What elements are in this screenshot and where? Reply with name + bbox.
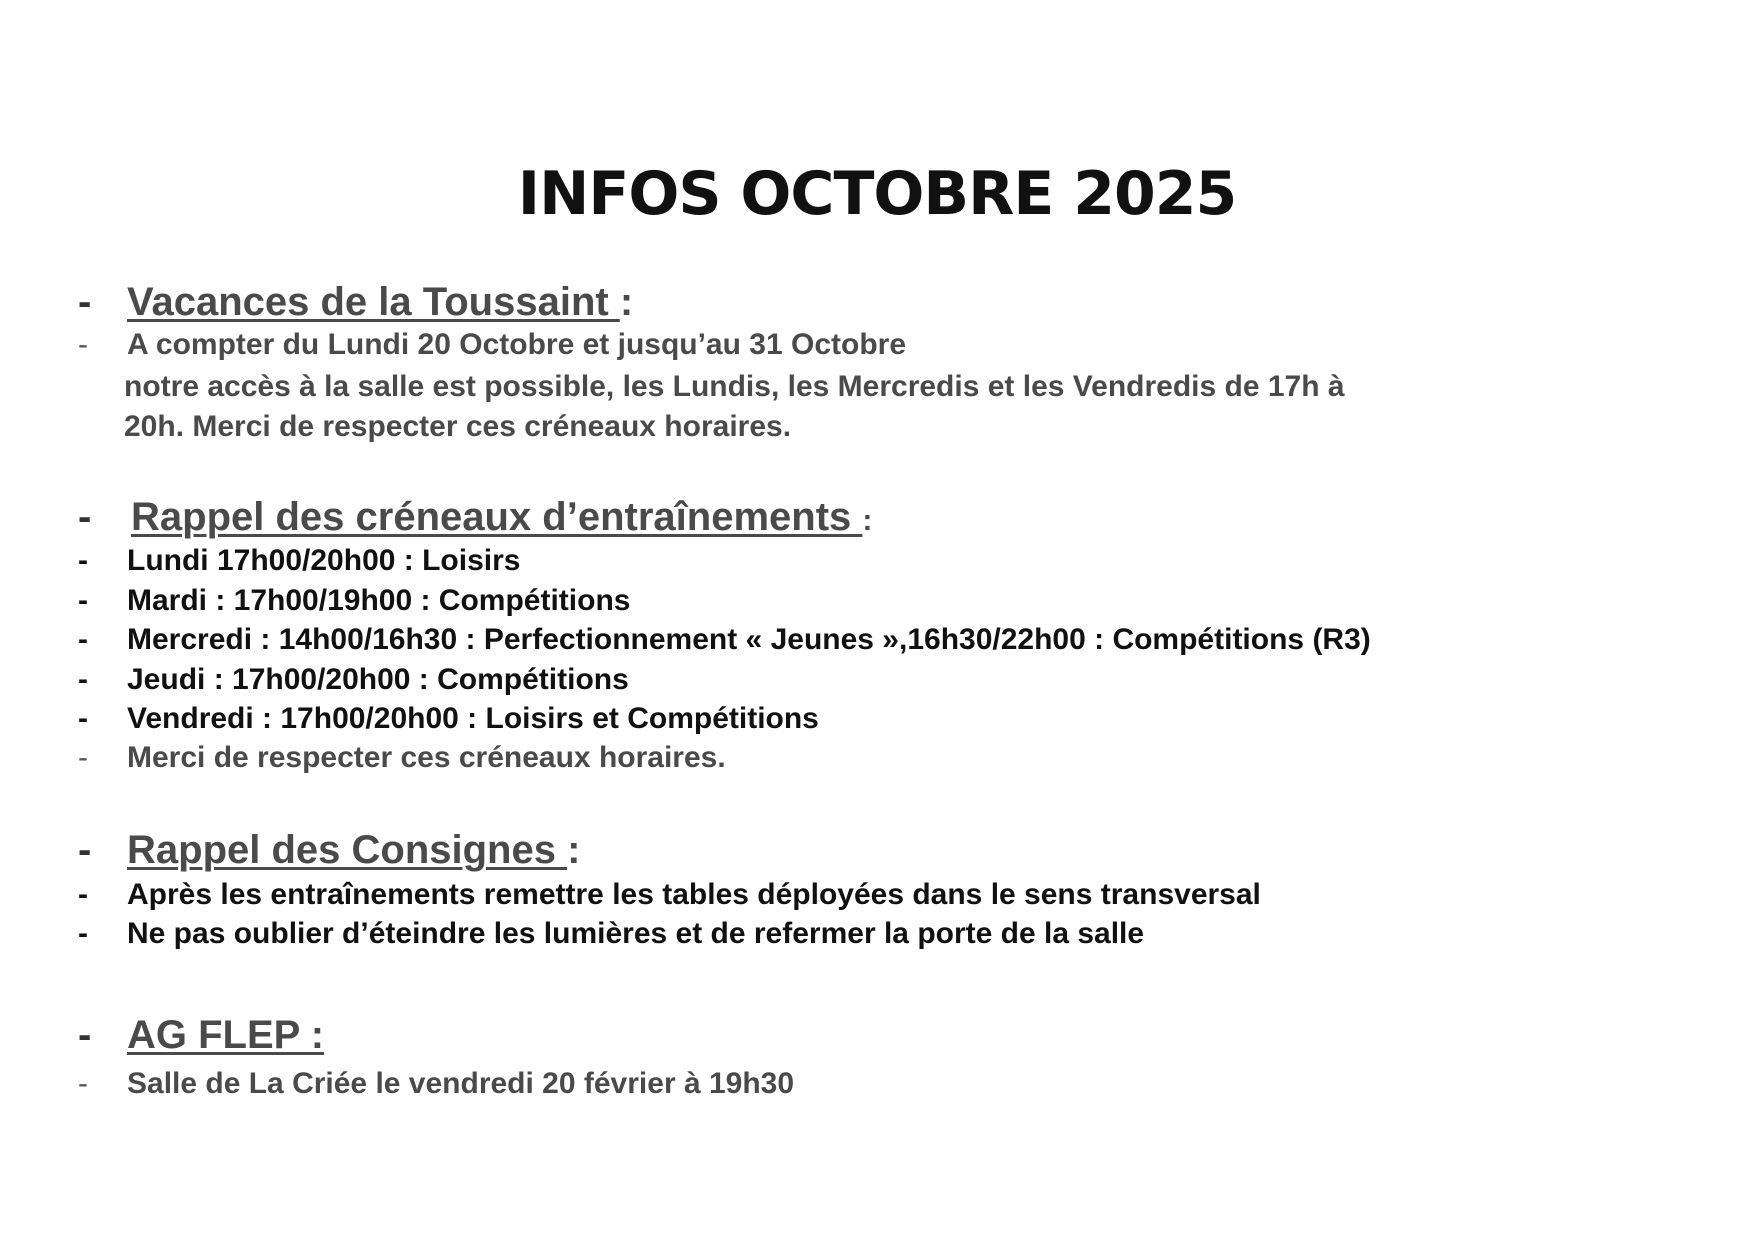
bullet-dash: -: [78, 280, 92, 324]
bullet-dash: -: [78, 878, 88, 911]
heading-text: Rappel des créneaux d’entraînements: [131, 495, 863, 539]
bullet-dash: -: [78, 495, 92, 539]
bullet-dash: -: [78, 741, 88, 774]
bullet-dash: -: [78, 828, 92, 872]
list-item-text: Vendredi : 17h00/20h00 : Loisirs et Compétitions: [127, 702, 819, 735]
heading-colon: :: [619, 280, 634, 324]
bullet-dash: -: [78, 1013, 92, 1057]
list-item-text: Salle de La Criée le vendredi 20 février à 19h30: [127, 1067, 795, 1100]
list-item-text: Merci de respecter ces créneaux horaires.: [127, 741, 726, 774]
heading-colon: :: [567, 828, 581, 872]
list-item-text: Ne pas oublier d’éteindre les lumières et de refermer la porte de la salle: [127, 917, 1145, 950]
list-item-text: Après les entraînements remettre les tables déployées dans le sens transversal: [127, 878, 1261, 911]
bullet-dash: -: [78, 1067, 88, 1100]
bullet-dash: -: [78, 623, 88, 656]
list-item-text: Mardi : 17h00/19h00 : Compétitions: [127, 584, 631, 617]
bullet-dash: -: [78, 584, 88, 617]
list-item-text: A compter du Lundi 20 Octobre et jusqu’au 31 Octobre: [127, 328, 907, 361]
bullet-dash: -: [78, 544, 88, 577]
heading-text: AG FLEP :: [127, 1013, 325, 1057]
heading-text: Vacances de la Toussaint: [127, 280, 620, 324]
bullet-dash: -: [78, 702, 88, 735]
list-item-text: Lundi 17h00/20h00 : Loisirs: [127, 544, 521, 577]
list-item-text: Mercredi : 14h00/16h30 : Perfectionnement « Jeunes »,16h30/22h00 : Compétitions (R3): [127, 623, 1371, 656]
continuation-line: notre accès à la salle est possible, les Lundis, les Mercredis et les Vendredis de 17h à: [124, 370, 1345, 403]
bullet-dash: -: [78, 328, 88, 361]
heading-colon: :: [862, 504, 873, 537]
bullet-dash: -: [78, 663, 88, 696]
heading-text: Rappel des Consignes: [127, 828, 568, 872]
list-item-text: Jeudi : 17h00/20h00 : Compétitions: [127, 663, 629, 696]
bullet-dash: -: [78, 917, 88, 950]
page-title: INFOS OCTOBRE 2025: [517, 159, 1237, 229]
continuation-line: 20h. Merci de respecter ces créneaux horaires.: [124, 410, 792, 443]
